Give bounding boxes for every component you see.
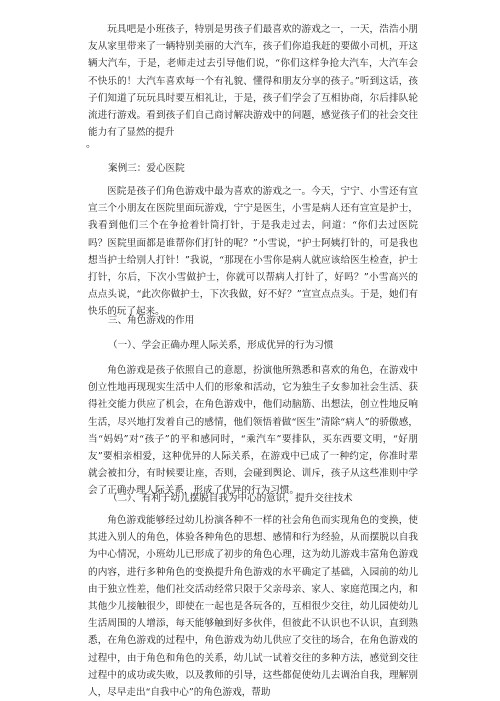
paragraph-text: 角色游戏是孩子依照自己的意愿，扮演他所熟悉和喜欢的角色，在游戏中创立性地再现现实生活中人们的形象和活动，它为独生子女参加社会生活、获得社交能力供应了机会，在角色游戏中，他们动脑筋、出想法，创立性地反响生活，尽兴地打发着自己的感情，他们领悟着做“医生”清除“病人”的骄傲感，当“妈妈”对“孩子”的平和感同时，“乘汽车”要排队，买东西要文明，“好朋友”要相亲相爱，这种优异的人际关系，在游戏中已成了一种约定，你准时辈就会被扣分，有时候要让座，否则，会碰到舆论、训斥，孩子从这些准则中学会了正确办理人际关系，形成了优异的行为习惯。 [88,365,418,497]
case3-title: 案例三：爱心医院 [108,163,185,174]
section3-title: 三、角色游戏的作用 [108,315,195,326]
paragraph-role-switch [88,512,418,701]
paragraph-text: 角色游戏能够经过幼儿扮演各种不一样的社会角色而实现角色的变换，使其进入别人的角色，体验各种角色的思想、感情和行为经验，从而摆脱以自我为中心情况，小班幼儿已形成了初步的角色心理，这为幼儿游戏丰富角色游戏的内容，进行多种角色的变换提升角色游戏的水平确定了基础，入园前的幼儿由于独立性差，他们社交活动经常只限于父亲母亲、家人、家庭范围之内，和其他少儿接触很少，即使在一起也是各玩各的，互相很少交往，幼儿园使幼儿生活周围的人增添，每天能够触到好多伙伴，但彼此不认识也不认识，直到熟悉，在角色游戏的过程中，角色游戏为幼儿供应了交往的场合，在角色游戏的过程中，由于角色和角色的关系，幼儿试一试着交往的多种方法，感觉到交往过程中的成功或失败，以及教师的引导，这些都促使幼儿去调治自我，理解别人，尽早走出“自我中心”的角色游戏，帮助 [88,515,418,699]
paragraph-toy-car [88,21,418,141]
paragraph-text: 玩具吧是小班孩子，特别是男孩子们最喜欢的游戏之一，一天，浩浩小朋友从家里带来了一辆特别美丽的大汽车，孩子们你追我赶的要做小司机，开这辆大汽车，于是，老师走过去引导他们说，“你们这样争抢大汽车，大汽车会不快乐的！大汽车喜欢每一个有礼貌、懂得和朋友分享的孩子。”听到这话，孩子们知道了玩玩具时要互相礼让，于是，孩子们学会了互相协商，尔后排队轮流进行游戏。看到孩子们自己商讨解决游戏中的问题，感觉孩子们的社会交往能力有了显然的提升 [88,24,418,139]
paragraph-end-mark: 。 [86,139,96,150]
paragraph-text: 医院是孩子们角色游戏中最为喜欢的游戏之一。今天，宁宁、小雪还有宣宣三个小朋友在医院里面玩游戏，宁宁是医生，小雪是病人还有宣宣是护士，我看到他们三个在争抢着针筒打针，于是我走过去，问道：“你们去过医院吗？医院里面都是谁帮你们打针的呢？”小雪说，“护士阿姨打针的，可是我也想当护士给别人打针！”我说，“那现在小雪你是病人就应该给医生检查，护士打针，尔后，下次小雪做护士，你就可以帮病人打针了，好吗？”小雪高兴的点点头说，“此次你做护士，下次我做，好不好？”宣宣点点头。于是，她们有快乐的玩了起来。 [88,186,418,318]
paragraph-social-relations [88,362,418,500]
paragraph-love-hospital [88,183,418,321]
subsection1-title: （一）、学会正确办理人际关系，形成优异的行为习惯 [108,340,334,351]
subsection2-title: （二）、有利于幼儿摆脱自我为中心的意识，提升交往技术 [108,493,353,504]
